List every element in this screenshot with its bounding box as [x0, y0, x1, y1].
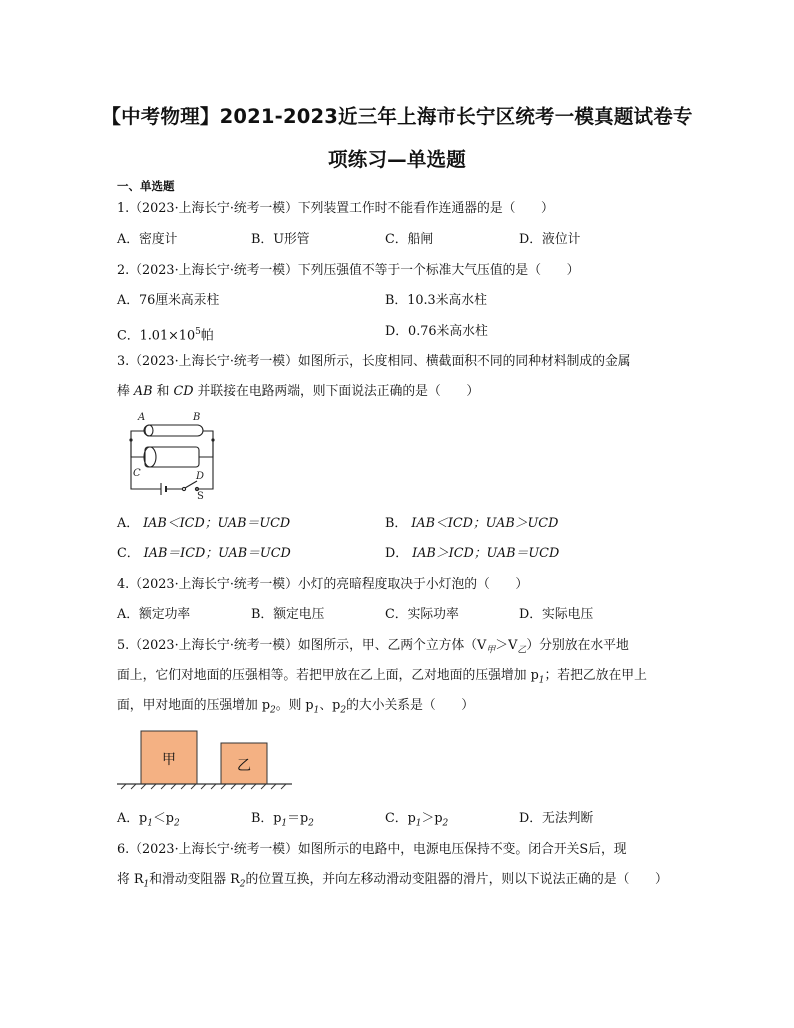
switch-label-s: S	[197, 491, 204, 502]
q2-option-c: C．$1.01\times 10^5$帕	[117, 327, 214, 344]
rod-label-a: A	[138, 412, 146, 423]
q4-option-b: B．额定电压	[251, 607, 325, 622]
q3-option-b: B． IAB＜ICD；UAB＞UCD	[385, 516, 559, 531]
q3-option-d: D． IAB＞ICD；UAB＝UCD	[385, 546, 560, 561]
q3-circuit-figure	[117, 409, 227, 501]
q4-option-a: A．额定功率	[117, 607, 191, 622]
q5-option-a: A．$p_1<p_2$	[117, 811, 180, 829]
rod-label-c: C	[133, 468, 141, 479]
q4-option-c: C．实际功率	[385, 607, 459, 622]
q3-option-c: C． IAB＝ICD；UAB＝UCD	[117, 546, 291, 561]
q4-option-d: D．实际电压	[519, 607, 594, 622]
rod-label-d: D	[196, 471, 205, 482]
q1-option-c: C．船闸	[385, 232, 434, 247]
block-yi-label: 乙	[237, 758, 251, 774]
q5-stem-line-3: 面，甲对地面的压强增加 $p_2$。则 $p_1$、$p_2$的大小关系是（ ）	[117, 698, 475, 716]
q1-option-a: A．密度计	[117, 232, 178, 247]
q5-stem-line-2: 面上，它们对地面的压强相等。若把甲放在乙上面，乙对地面的压强增加 $p_1$；若把乙放在甲上	[117, 668, 647, 686]
rod-label-b: B	[193, 412, 201, 423]
q3-stem-line-2: 棒 AB 和 CD 并联接在电路两端，则下面说法正确的是（ ）	[117, 384, 480, 399]
q5-option-b: B．$p_1=p_2$	[251, 811, 314, 829]
q2-option-b: B．10.3米高水柱	[385, 293, 487, 308]
q5-option-d: D．无法判断	[519, 811, 594, 826]
q1-option-b: B．U形管	[251, 232, 310, 247]
title-line-1: 【中考物理】2021-2023近三年上海市长宁区统考一模真题试卷专	[101, 105, 693, 128]
q3-stem-line-1: 3.（2023·上海长宁·统考一模）如图所示，长度相同、横截面积不同的同种材料制成的金属	[117, 354, 631, 369]
section-heading: 一、单选题	[117, 179, 175, 193]
title-line-2: 项练习—单选题	[328, 148, 466, 171]
q2-stem: 2.（2023·上海长宁·统考一模）下列压强值不等于一个标准大气压值的是（ ）	[117, 263, 580, 278]
q2-option-a: A．76厘米高汞柱	[117, 293, 220, 308]
q5-stem-line-1: 5.（2023·上海长宁·统考一模）如图所示，甲、乙两个立方体$(V_甲>V_乙)$分别放在水平地	[117, 638, 629, 656]
q1-option-d: D．液位计	[519, 232, 581, 247]
q6-stem-line-2: 将 $R_1$和滑动变阻器 $R_2$的位置互换，并向左移动滑动变阻器的滑片，则以下说法正确的是（ ）	[117, 872, 668, 890]
q1-stem: 1.（2023·上海长宁·统考一模）下列装置工作时不能看作连通器的是（ ）	[117, 201, 554, 216]
q3-option-a: A． IAB＜ICD；UAB＝UCD	[117, 516, 291, 531]
q2-option-d: D．0.76米高水柱	[385, 324, 488, 339]
q5-option-c: C．$p_1>p_2$	[385, 811, 449, 829]
q4-stem: 4.（2023·上海长宁·统考一模）小灯的亮暗程度取决于小灯泡的（ ）	[117, 577, 529, 592]
q6-stem-line-1: 6.（2023·上海长宁·统考一模）如图所示的电路中，电源电压保持不变。闭合开关S后，现	[117, 842, 627, 857]
block-jia-label: 甲	[162, 752, 176, 768]
q5-blocks-figure	[117, 729, 292, 789]
